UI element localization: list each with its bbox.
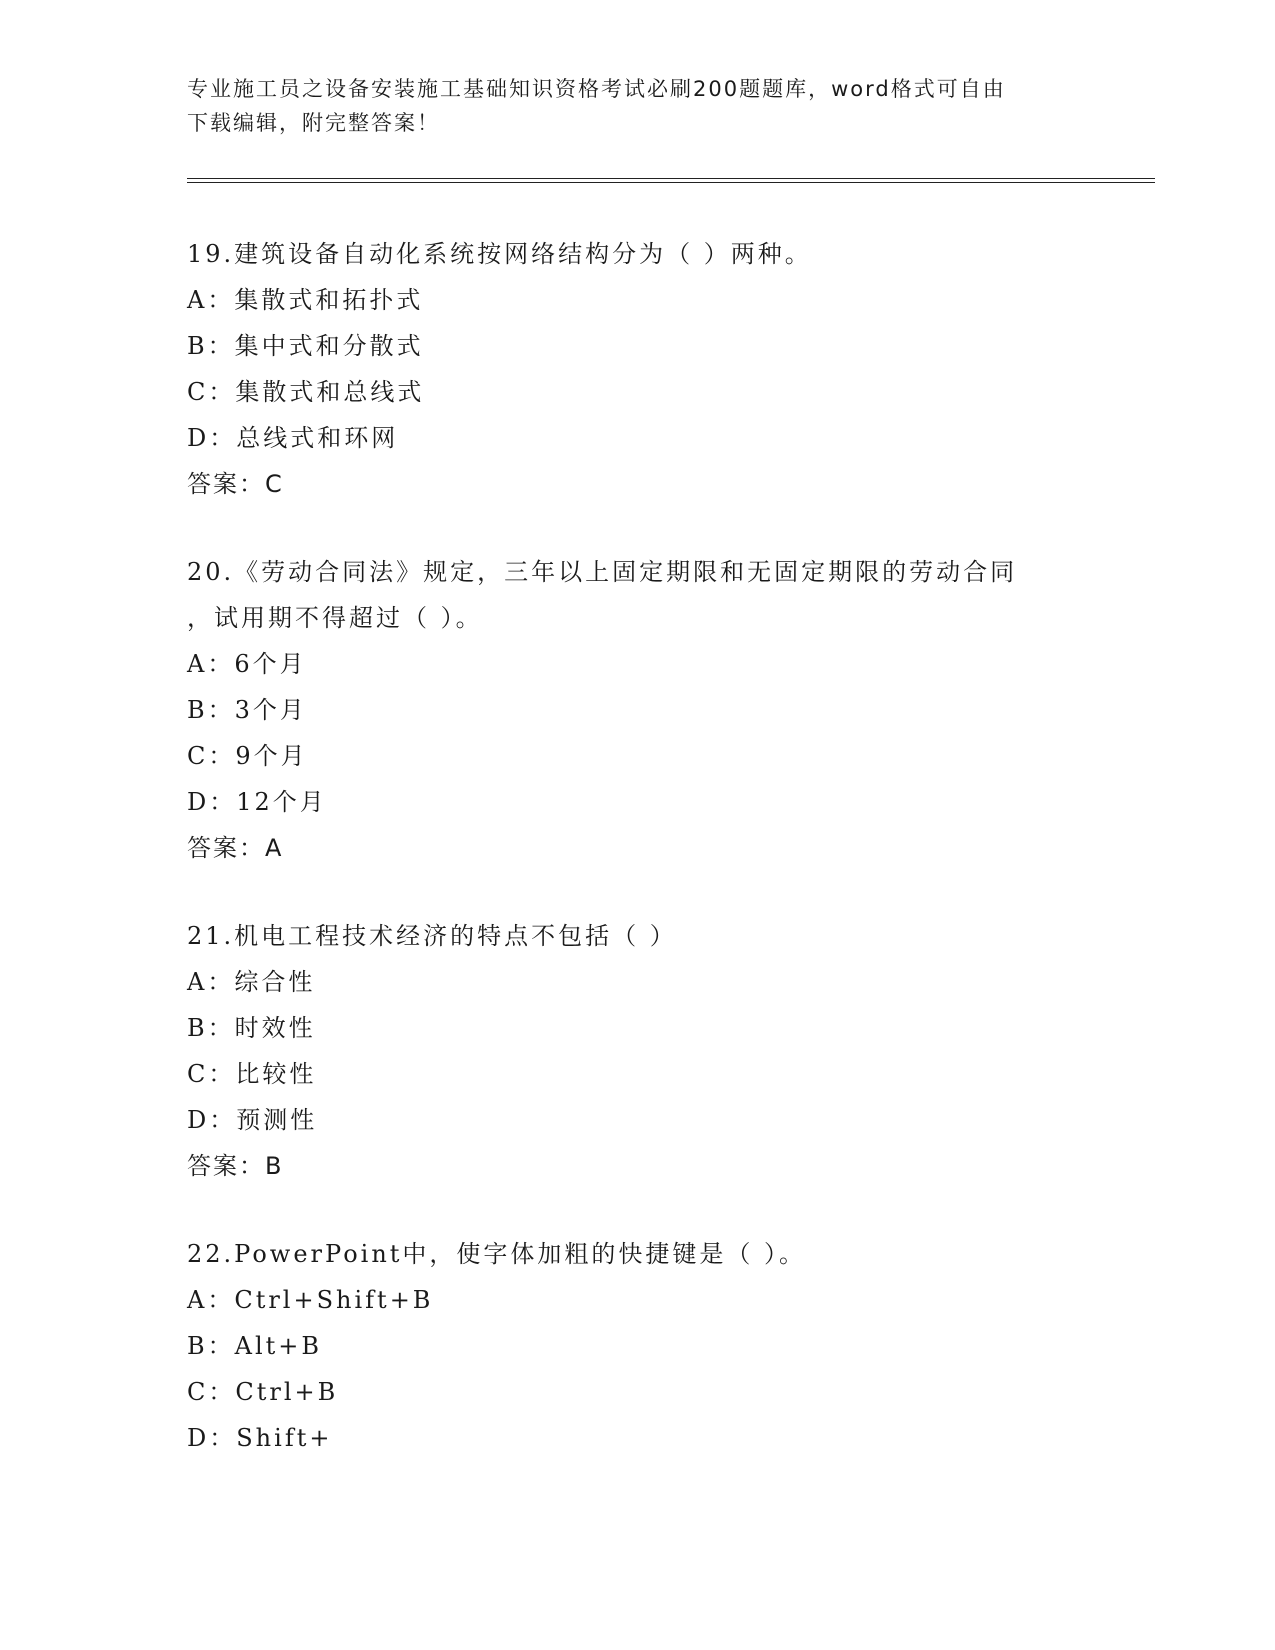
option-d: D：总线式和环网 <box>187 424 399 452</box>
option-a: A：Ctrl+Shift+B <box>187 1286 434 1314</box>
document-header <box>187 72 1067 140</box>
option-b: B：时效性 <box>187 1014 316 1042</box>
header-line-1: 专业施工员之设备安装施工基础知识资格考试必刷200题题库，word格式可自由 <box>187 77 1006 101</box>
question-stem: 22.PowerPoint中，使字体加粗的快捷键是（ ）。 <box>187 1240 807 1268</box>
question-21 <box>187 913 1087 1189</box>
option-d: D：12个月 <box>187 788 327 816</box>
answer-line: 答案：C <box>187 470 284 498</box>
option-d: D：预测性 <box>187 1106 318 1134</box>
question-22 <box>187 1231 1087 1461</box>
question-19 <box>187 231 1087 507</box>
option-c: C：比较性 <box>187 1060 317 1088</box>
option-c: C：Ctrl+B <box>187 1378 339 1406</box>
question-20 <box>187 549 1087 871</box>
answer-line: 答案：B <box>187 1152 284 1180</box>
option-a: A：集散式和拓扑式 <box>187 286 424 314</box>
option-a: A：6个月 <box>187 650 307 678</box>
question-stem: 20.《劳动合同法》规定，三年以上固定期限和无固定期限的劳动合同 <box>187 558 1018 586</box>
question-list <box>187 231 1087 1503</box>
divider-line-bottom <box>187 182 1155 183</box>
header-divider <box>187 178 1155 184</box>
option-b: B：Alt+B <box>187 1332 323 1360</box>
option-b: B：3个月 <box>187 696 307 724</box>
option-d: D：Shift+ <box>187 1424 333 1452</box>
answer-line: 答案：A <box>187 834 284 862</box>
option-c: C：9个月 <box>187 742 308 770</box>
question-stem-continued: ，试用期不得超过（ ）。 <box>187 604 483 632</box>
option-b: B：集中式和分散式 <box>187 332 424 360</box>
question-stem: 19.建筑设备自动化系统按网络结构分为（ ）两种。 <box>187 240 812 268</box>
option-c: C：集散式和总线式 <box>187 378 425 406</box>
option-a: A：综合性 <box>187 968 316 996</box>
header-line-2: 下载编辑，附完整答案！ <box>187 111 440 135</box>
divider-line-top <box>187 178 1155 179</box>
question-stem: 21.机电工程技术经济的特点不包括（ ） <box>187 922 677 950</box>
